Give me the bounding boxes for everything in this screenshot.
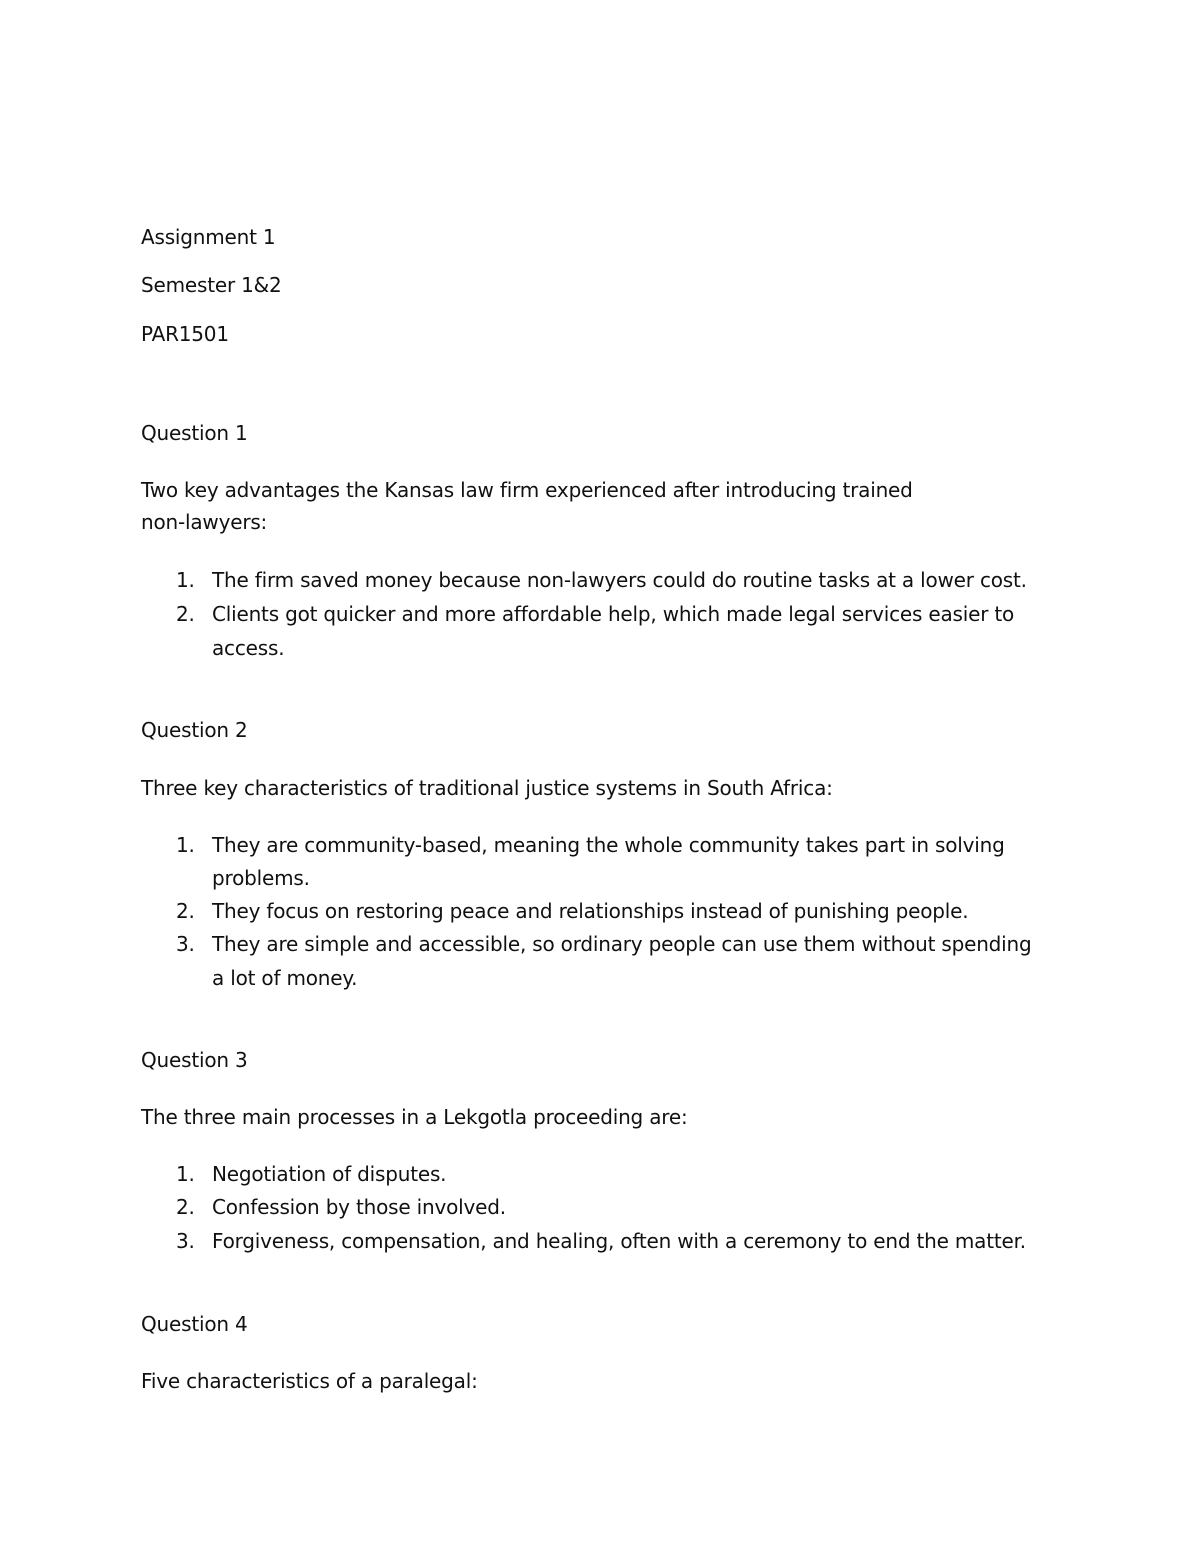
semester-label: Semester 1&2 <box>141 273 282 297</box>
question-4-heading: Question 4 <box>141 1312 248 1336</box>
question-3-heading: Question 3 <box>141 1048 248 1072</box>
list-text-cont: a lot of money. <box>212 966 358 990</box>
list-number: 1. <box>176 1162 195 1186</box>
list-text: Forgiveness, compensation, and healing, often with a ceremony to end the matter. <box>212 1229 1026 1253</box>
list-number: 3. <box>176 1229 195 1253</box>
list-number: 1. <box>176 833 195 857</box>
list-item <box>176 597 1014 631</box>
list-text: Negotiation of disputes. <box>212 1162 447 1186</box>
module-code: PAR1501 <box>141 322 229 346</box>
question-2-intro: Three key characteristics of traditional justice systems in South Africa: <box>141 776 833 800</box>
list-number: 2. <box>176 602 195 626</box>
list-item <box>176 563 1027 597</box>
list-item <box>176 1157 446 1191</box>
list-text: Confession by those involved. <box>212 1195 506 1219</box>
list-item <box>176 1190 506 1224</box>
list-number: 2. <box>176 1195 195 1219</box>
list-item <box>176 927 1032 961</box>
assignment-title: Assignment 1 <box>141 225 276 249</box>
question-1-heading: Question 1 <box>141 421 248 445</box>
list-text: They are simple and accessible, so ordinary people can use them without spending <box>212 932 1032 956</box>
list-item <box>176 1224 1026 1258</box>
list-item <box>176 894 968 928</box>
question-4-intro: Five characteristics of a paralegal: <box>141 1369 478 1393</box>
list-text: The firm saved money because non-lawyers could do routine tasks at a lower cost. <box>212 568 1027 592</box>
list-number: 3. <box>176 932 195 956</box>
list-text: Clients got quicker and more affordable help, which made legal services easier to <box>212 602 1015 626</box>
list-text-cont: problems. <box>212 866 310 890</box>
list-text-cont: access. <box>212 636 285 660</box>
question-1-intro-cont: non-lawyers: <box>141 510 268 534</box>
list-item <box>176 828 1005 862</box>
question-2-heading: Question 2 <box>141 718 248 742</box>
question-3-intro: The three main processes in a Lekgotla proceeding are: <box>141 1105 688 1129</box>
list-number: 2. <box>176 899 195 923</box>
question-1-intro: Two key advantages the Kansas law firm experienced after introducing trained <box>141 478 913 502</box>
list-text: They focus on restoring peace and relationships instead of punishing people. <box>212 899 969 923</box>
list-number: 1. <box>176 568 195 592</box>
list-text: They are community-based, meaning the whole community takes part in solving <box>212 833 1005 857</box>
